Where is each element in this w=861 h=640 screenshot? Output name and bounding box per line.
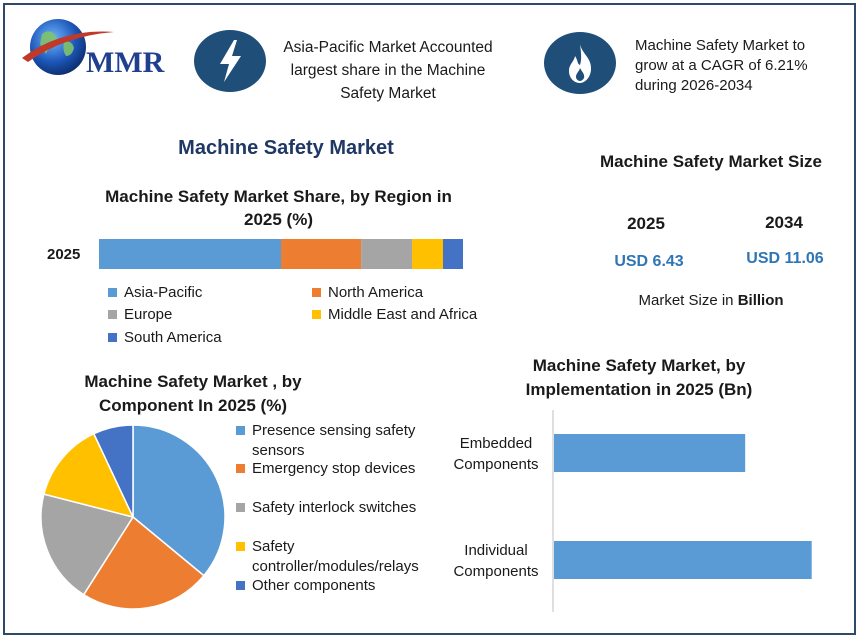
fact-asia-pacific xyxy=(272,36,504,105)
legend-label: Emergency stop devices xyxy=(252,460,416,477)
region-bar-segment-europe xyxy=(361,239,412,269)
market-size-year-2034: 2034 xyxy=(765,213,803,232)
legend-swatch xyxy=(108,288,117,297)
impl-bar-individual xyxy=(554,541,812,579)
component-title-line: Component In 2025 (%) xyxy=(99,396,287,415)
fact2-line: grow at a CAGR of 6.21% xyxy=(635,57,808,74)
legend-swatch xyxy=(312,310,321,319)
fact2-line: Machine Safety Market to xyxy=(635,37,806,54)
fact-cagr xyxy=(635,36,845,96)
legend-label: Middle East and Africa xyxy=(328,306,478,323)
region-stacked-bar-chart xyxy=(99,238,465,270)
legend-swatch xyxy=(236,503,245,512)
impl-category-individual xyxy=(446,540,546,582)
legend-swatch xyxy=(312,288,321,297)
legend-label: Safety interlock switches xyxy=(252,499,417,516)
legend-asia-pacific xyxy=(108,284,202,301)
impl-category-line: Embedded xyxy=(459,435,533,452)
component-pie-chart xyxy=(36,420,230,614)
legend-north-america xyxy=(312,284,423,301)
region-chart-title xyxy=(80,185,477,231)
market-size-footnote-prefix: Market Size in xyxy=(638,292,738,309)
region-bar-segment-middle-east-and-africa xyxy=(412,239,443,269)
implementation-title-line: Implementation in 2025 (Bn) xyxy=(525,380,753,399)
legend-label: controller/modules/relays xyxy=(252,558,419,575)
legend-swatch xyxy=(236,542,245,551)
market-size-value-2025: USD 6.43 xyxy=(614,253,684,270)
fact1-line: Asia-Pacific Market Accounted xyxy=(283,39,493,56)
legend-label: Europe xyxy=(124,306,173,323)
component-title-line: Machine Safety Market , by xyxy=(84,372,302,391)
legend-swatch xyxy=(236,426,245,435)
mmr-logo xyxy=(18,14,178,84)
market-size-year-2025: 2025 xyxy=(627,214,665,233)
legend-presence-sensing xyxy=(236,421,415,461)
legend-swatch xyxy=(108,310,117,319)
legend-label: North America xyxy=(328,284,424,301)
legend-south-america xyxy=(108,329,222,346)
legend-label: Other components xyxy=(252,577,376,594)
impl-category-embedded xyxy=(446,433,546,475)
region-title-line: Machine Safety Market Share, by Region in xyxy=(105,187,452,206)
component-chart-title xyxy=(62,370,324,418)
legend-europe xyxy=(108,306,172,323)
lightning-icon xyxy=(194,30,266,92)
legend-swatch xyxy=(108,333,117,342)
legend-label: Presence sensing safety xyxy=(252,422,416,439)
fact1-line: largest share in the Machine xyxy=(290,62,486,79)
legend-label: Safety xyxy=(252,538,295,555)
region-bar-segment-south-america xyxy=(443,239,463,269)
market-size-footnote xyxy=(600,292,822,309)
implementation-title-line: Machine Safety Market, by xyxy=(532,356,746,375)
fact1-line: Safety Market xyxy=(340,85,436,102)
legend-label: South America xyxy=(124,329,222,346)
region-bar-category-label: 2025 xyxy=(47,246,81,263)
impl-category-line: Individual xyxy=(464,542,528,559)
impl-category-line: Components xyxy=(453,456,539,473)
market-size-footnote-unit: Billion xyxy=(737,292,784,309)
fact2-line: during 2026-2034 xyxy=(635,77,753,94)
legend-other-components xyxy=(236,576,375,596)
region-bar-segment-asia-pacific xyxy=(99,239,281,269)
legend-middle-east-africa xyxy=(312,306,477,323)
main-title: Machine Safety Market xyxy=(178,137,394,159)
legend-swatch xyxy=(236,464,245,473)
legend-interlock-switches xyxy=(236,498,416,518)
legend-swatch xyxy=(236,581,245,590)
implementation-chart-title xyxy=(505,354,773,402)
legend-label: Asia-Pacific xyxy=(124,284,203,301)
implementation-bar-chart xyxy=(552,410,822,614)
legend-safety-controller xyxy=(236,537,419,577)
market-size-title: Machine Safety Market Size xyxy=(599,152,823,171)
region-bar-segment-north-america xyxy=(281,239,361,269)
impl-bar-embedded xyxy=(554,434,745,472)
legend-emergency-stop xyxy=(236,459,415,479)
flame-icon xyxy=(544,32,616,94)
logo-text: MMR xyxy=(86,46,165,79)
region-title-line: 2025 (%) xyxy=(244,210,313,229)
impl-category-line: Components xyxy=(453,563,539,580)
legend-label: sensors xyxy=(252,442,305,459)
market-size-value-2034: USD 11.06 xyxy=(746,250,824,267)
